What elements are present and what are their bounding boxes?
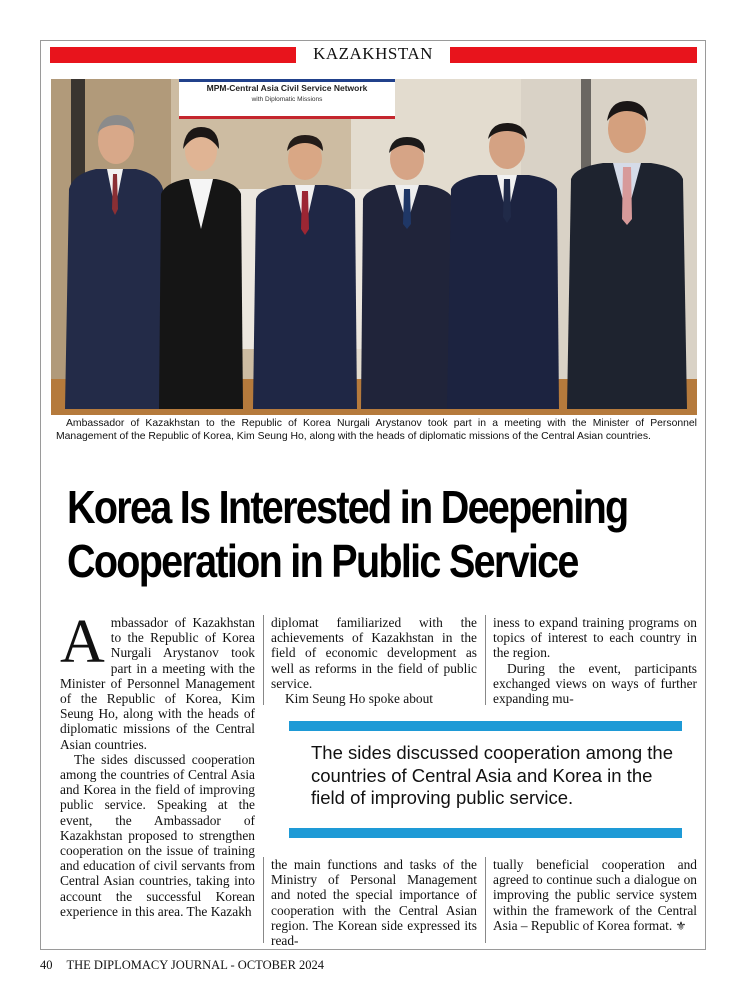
page-footer	[40, 958, 324, 973]
section-bar-left	[50, 47, 296, 63]
article-paragraph: tually beneficial cooperation and agreed to continue such a dialogue on improving the public service system within the framework of the Central Asia – Republic of Korea format. ⚜	[493, 857, 697, 933]
article-paragraph: During the event, participants exchanged views on ways of further expanding mu-	[493, 660, 697, 707]
banner-subtitle: with Diplomatic Missions	[251, 96, 323, 103]
article-paragraph: diplomat familiarized with the achievements of Kazakhstan in the field of economic development as well as reforms in the field of public service.	[271, 615, 477, 691]
column-rule	[485, 857, 486, 943]
banner-title: MPM-Central Asia Civil Service Network	[206, 83, 368, 93]
article-column-2-bottom	[271, 857, 477, 948]
article-paragraph: Kim Seung Ho spoke about	[285, 691, 434, 707]
article-column-1	[60, 608, 255, 919]
article-paragraph: Ambassador of Kazakhstan to the Republic of Korea Nurgali Arystanov took part in a meeting with the Minister of Personnel Management of the Republic of Korea, Kim Seung Ho, along with the heads of diplomatic missions of the Central Asian countries.	[60, 608, 255, 752]
article-paragraph: The sides discussed cooperation among the countries of Central Asia and Korea in the field of improving public service. Speaking at the event, the Ambassador of Kazakhstan proposed to strengthen cooperation on the issue of training and education of civil servants from Central Asian countries, taking into account the successful Korean experience in this area. The Kazakh	[60, 751, 255, 919]
publication-name: THE DIPLOMACY JOURNAL - OCTOBER 2024	[66, 958, 325, 972]
pull-quote: The sides discussed cooperation among the countries of Central Asia and Korea in the field of improving public service.	[311, 742, 673, 808]
section-bar-right	[450, 47, 697, 63]
group-photo	[51, 79, 697, 415]
headline	[67, 480, 628, 588]
headline-line-2: Cooperation in Public Service	[67, 535, 578, 587]
drop-cap: A	[60, 608, 105, 676]
article-paragraph: iness to expand training programs on topics of interest to each country in the region.	[493, 615, 697, 661]
photo-caption: Ambassador of Kazakhstan to the Republic of Korea Nurgali Arystanov took part in a meeting with the Minister of Personnel Management of the Republic of Korea, Kim Seung Ho, along with the heads of diplomatic missions of the Central Asian countries.	[56, 418, 697, 442]
article-column-3-top	[493, 615, 697, 706]
column-rule	[263, 615, 264, 705]
column-rule	[263, 857, 264, 943]
section-label: KAZAKHSTAN	[313, 44, 433, 63]
pull-quote-bar-top	[289, 721, 682, 731]
article-paragraph: the main functions and tasks of the Ministry of Personal Management and noted the special importance of cooperation with the Central Asian region. The Korean side expressed its read-	[271, 857, 477, 949]
end-mark-icon: ⚜	[675, 918, 687, 933]
article-column-2-top	[271, 615, 477, 706]
article-column-3-bottom	[493, 857, 697, 934]
pull-quote-bar-bottom	[289, 828, 682, 838]
headline-line-1: Korea Is Interested in Deepening	[67, 481, 628, 533]
column-rule	[485, 615, 486, 705]
page-number: 40	[40, 958, 53, 972]
